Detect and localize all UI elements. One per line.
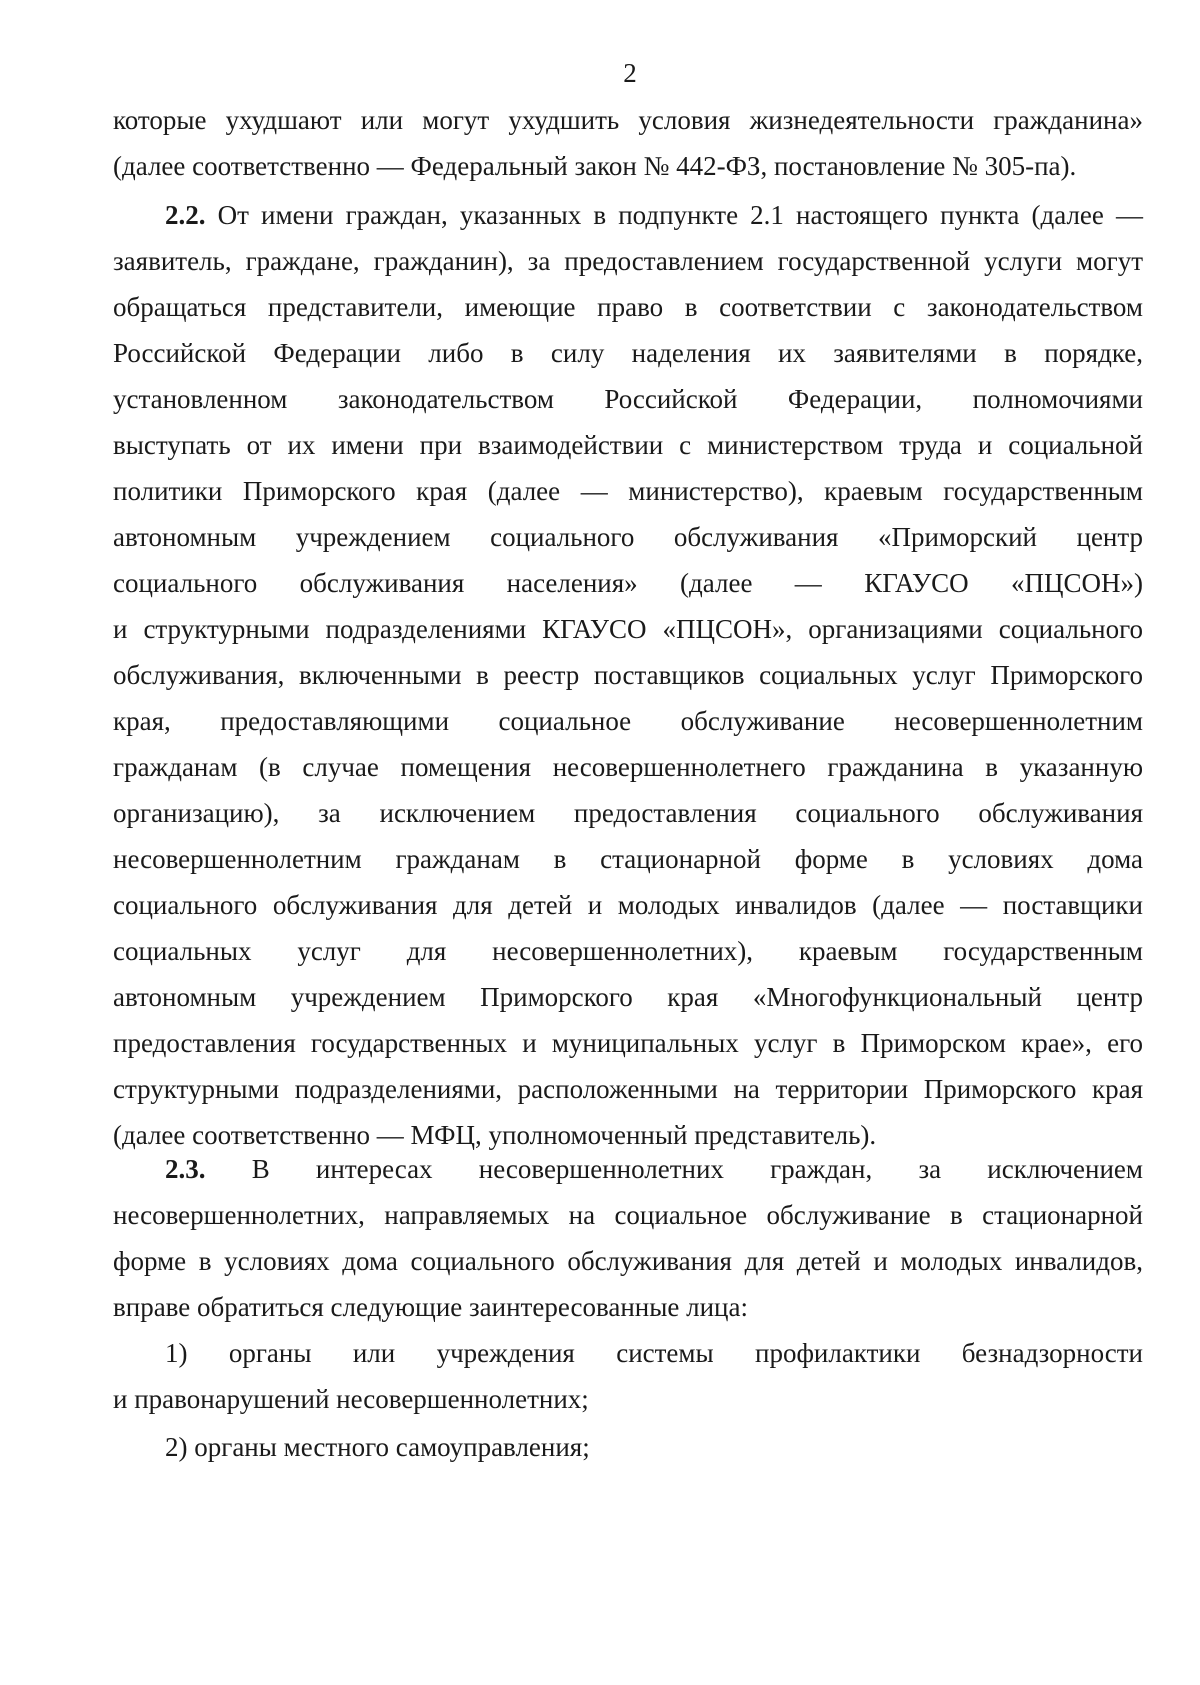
text-line: социального обслуживания для детей и молодых инвалидов (далее — поставщики xyxy=(113,890,1143,920)
text-line: обращаться представители, имеющие право в соответствии с законодательством xyxy=(113,292,1143,322)
paragraph-number: 2.2. xyxy=(165,200,206,230)
text-line: несовершеннолетних, направляемых на социальное обслуживание в стационарной xyxy=(113,1200,1143,1230)
page-number: 2 xyxy=(623,58,637,88)
text-line: гражданам (в случае помещения несовершеннолетнего гражданина в указанную xyxy=(113,752,1143,782)
text-line: автономным учреждением социального обслуживания «Приморский центр xyxy=(113,522,1143,552)
paragraph-2-3 xyxy=(113,1146,1143,1330)
intro-paragraph xyxy=(113,97,1143,189)
text-line: и правонарушений несовершеннолетних; xyxy=(113,1384,589,1414)
text-line: Российской Федерации либо в силу наделения их заявителями в порядке, xyxy=(113,338,1143,368)
text-line: 2.3. В интересах несовершеннолетних граждан, за исключением xyxy=(165,1154,1143,1184)
text-line: 1) органы или учреждения системы профилактики безнадзорности xyxy=(165,1338,1143,1368)
text-line: (далее соответственно — МФЦ, уполномоченный представитель). xyxy=(113,1120,877,1150)
text-line: 2) органы местного самоуправления; xyxy=(165,1432,590,1462)
list-item-1 xyxy=(113,1330,1143,1422)
text-line: социального обслуживания населения» (далее — КГАУСО «ПЦСОН») xyxy=(113,568,1143,598)
paragraph-number: 2.3. xyxy=(165,1154,206,1184)
text-line: автономным учреждением Приморского края «Многофункциональный центр xyxy=(113,982,1143,1012)
text-line: выступать от их имени при взаимодействии с министерством труда и социальной xyxy=(113,430,1143,460)
paragraph-2-2 xyxy=(113,192,1143,1158)
text-line: заявитель, граждане, гражданин), за предоставлением государственной услуги могут xyxy=(113,246,1143,276)
text-line: и структурными подразделениями КГАУСО «ПЦСОН», организациями социального xyxy=(113,614,1143,644)
text-line: обслуживания, включенными в реестр поставщиков социальных услуг Приморского xyxy=(113,660,1143,690)
text-line: (далее соответственно — Федеральный закон № 442-ФЗ, постановление № 305-па). xyxy=(113,151,1077,181)
text-line: политики Приморского края (далее — министерство), краевым государственным xyxy=(113,476,1143,506)
list-item-2 xyxy=(113,1424,1143,1470)
text-line: установленном законодательством Российской Федерации, полномочиями xyxy=(113,384,1143,414)
text-line: структурными подразделениями, расположенными на территории Приморского края xyxy=(113,1074,1143,1104)
text-line: организацию), за исключением предоставления социального обслуживания xyxy=(113,798,1143,828)
text-line: социальных услуг для несовершеннолетних), краевым государственным xyxy=(113,936,1143,966)
text-line: которые ухудшают или могут ухудшить условия жизнедеятельности гражданина» xyxy=(113,105,1143,135)
text-line: форме в условиях дома социального обслуживания для детей и молодых инвалидов, xyxy=(113,1246,1143,1276)
text-line: вправе обратиться следующие заинтересованные лица: xyxy=(113,1292,748,1322)
text-line: 2.2. От имени граждан, указанных в подпункте 2.1 настоящего пункта (далее — xyxy=(165,200,1143,230)
text-line: края, предоставляющими социальное обслуживание несовершеннолетним xyxy=(113,706,1143,736)
text-line: несовершеннолетним гражданам в стационарной форме в условиях дома xyxy=(113,844,1143,874)
text-line: предоставления государственных и муниципальных услуг в Приморском крае», его xyxy=(113,1028,1143,1058)
